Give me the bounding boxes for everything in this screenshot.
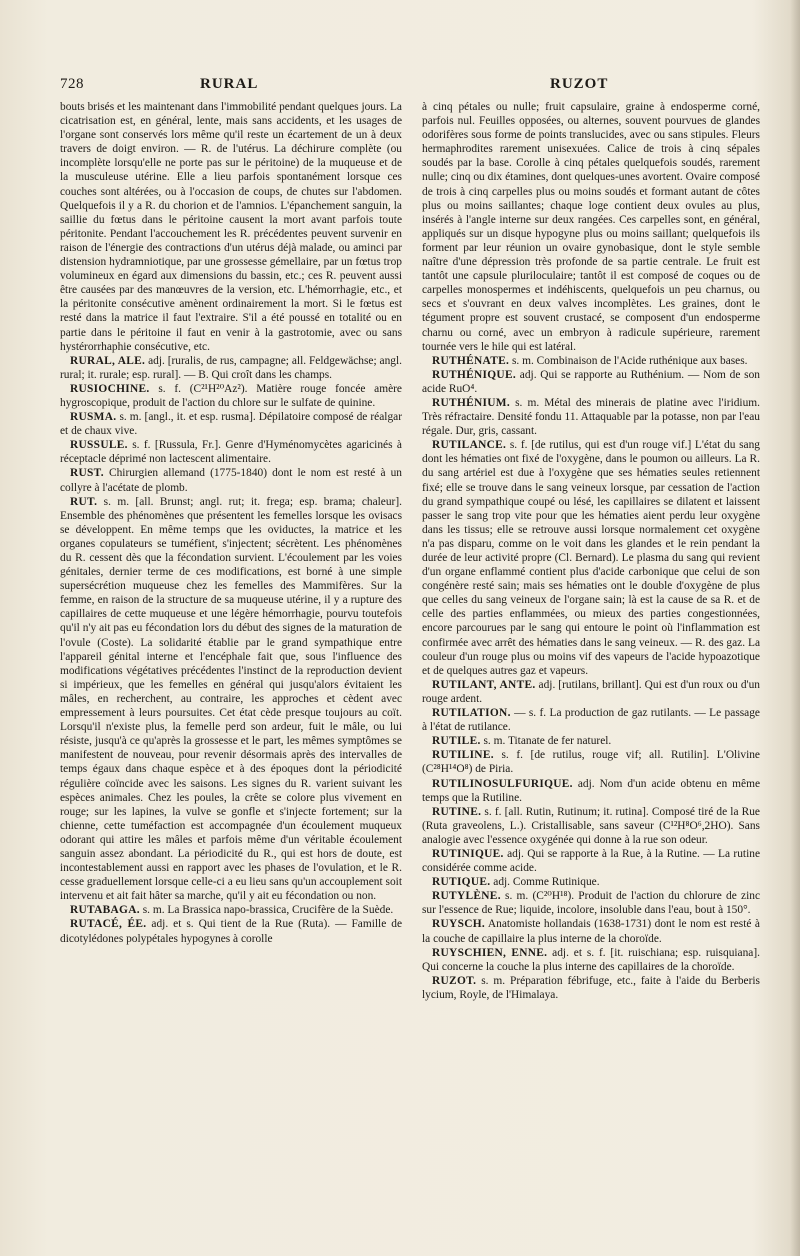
dictionary-entry (422, 354, 760, 368)
entry-text: s. m. Métal des minerais de platine avec l'iridium. Très réfractaire. Densité fondu 11. Attaquable par la potasse, non par l'eau régale. Dur, gris, cassant. (422, 396, 760, 438)
running-head-right: RUZOT (550, 76, 609, 92)
entry-text: s. m. (C²⁰H¹⁸). Produit de l'action du chlorure de zinc sur l'essence de Rue; liquide, incolore, insoluble dans l'eau, bout à 150°. (422, 890, 760, 917)
entry-headword: RUSIOCHINE. (70, 382, 150, 395)
left-column (60, 100, 402, 946)
page-gutter-shadow (790, 0, 800, 1256)
dictionary-entry (60, 354, 402, 382)
entry-text: s. m. [angl., it. et esp. rusma]. Dépilatoire composé de réalgar et de chaux vive. (60, 411, 402, 438)
entry-text: s. f. (C²¹H²⁰Az²). Matière rouge foncée amère hygroscopique, produit de l'action du chlore sur le sulfate de quinine. (60, 382, 402, 409)
dictionary-entry (422, 706, 760, 734)
right-column (422, 100, 760, 1002)
entry-headword: RUTHÉNIUM. (432, 396, 510, 409)
entry-headword: RUYSCH. (432, 918, 486, 931)
running-head-left: RURAL (200, 76, 259, 92)
entry-headword: RUTILATION. (432, 707, 511, 720)
dictionary-entry (422, 368, 760, 396)
continued-paragraph (422, 100, 760, 354)
entry-headword: RUTHÉNIQUE. (432, 368, 516, 381)
continued-paragraph (60, 100, 402, 354)
entry-headword: RUTILANCE. (432, 439, 507, 452)
page-number: 728 (60, 76, 84, 92)
entry-headword: RUST. (70, 467, 104, 480)
entry-headword: RUTILE. (432, 735, 481, 748)
entry-headword: RUTINIQUE. (432, 847, 504, 860)
dictionary-entry (422, 917, 760, 945)
entry-text: Chirurgien allemand (1775-1840) dont le nom est resté à un collyre à l'acétate de plomb. (60, 467, 402, 494)
dictionary-entry (60, 382, 402, 410)
entry-text: à cinq pétales ou nulle; fruit capsulaire, graine à endosperme corné, parfois nul. Feuilles opposées, ou alternes, souvent pourvues de glandes odorifères sous forme de points translucides, avec ou sans stipules. Fleurs hermaphrodites rarement unisexuées. Calice de trois à cinq sépales soudés par la base. Corolle à cinq pétales quelquefois soudés, rarement nulle; cinq ou dix étamines, dont quelques-unes avortent. Ovaire composé de trois à cinq carpelles plus ou moins soudés et formant autant de côtes plus ou moins saillantes; chaque loge contient deux ovules au plus, insérés à l'angle interne sur deux rangées. Ces carpelles sont, en général, appliqués sur un disque hypogyne plus ou moins saillant; quelquefois ils forment par leur réunion un ovaire gynobasique, dont le style semble naître d'une dépression très profonde de sa partie centrale. Le fruit est tantôt une capsule pluriloculaire; tantôt il est composé de coques ou de carpelles monospermes et indéhiscents, quelquefois un peu charnus, ou secs et s'ouvrant en deux valves incomplètes. Les graines, dont le tégument propre est souvent crustacé, se composent d'un endosperme charnu ou corné, avec un embryon à radicule supérieure, rarement tournée vers le hile qui est latéral. (422, 101, 760, 353)
entry-text: s. f. [de rutilus, qui est d'un rouge vif.] L'état du sang dont les hématies ont fixé de l'oxygène, dans le poumon ou ailleurs. La R. du sang artériel est due à l'oxygène que ses hématies seules retiennent fixé; elle se trouve dans le sang veineux lorsque, par cessation de l'action du grand sympathique coupé ou lésé, les capillaires se dilatent et laissent passer le sang trop vite pour que les hématies aient perdu leur oxygène dans les tissus; elle se retrouve aussi lorsque normalement cet oxygène n'a pas disparu, comme on le voit dans les glandes et le rein pendant la durée de leur activité propre (Cl. Bernard). Le plasma du sang qui revient d'un organe enflammé contient plus d'acide carbonique que celui de son congénère resté sain; mais ses hématies ont le double d'oxygène de plus que celles du sang veineux de l'organe sain; là est la cause de sa R. et de celle des parties enflammées, ou mieux des parties congestionnées, encore parcourues par le sang qui entoure le point où l'inflammation est confirmée avec arrêt des hématies dans le sang veineux. — R. des gaz. La couleur d'un rouge plus ou moins vif des vapeurs de l'acide hypoazotique et de quelques autres gaz et vapeurs. (422, 439, 760, 677)
entry-headword: RUTILINOSULFURIQUE. (432, 777, 573, 790)
entry-headword: RURAL, ALE. (70, 354, 146, 367)
dictionary-entry (422, 777, 760, 805)
entry-text: s. m. [all. Brunst; angl. rut; it. frega; esp. brama; chaleur]. Ensemble des phénomènes que présentent les femelles lorsque les ovisacs se développent. En même temps que les oviductes, la matrice et les organes copulateurs se tuméfient, s'injectent; sécrètent. Les phénomènes du R. cessent dès que la fécondation survient. L'écoulement par les voies génitales, dernier terme de ces modifications, est borné à une simple supersécrétion muqueuse chez les femelles des Mammifères. Sur la femme, en raison de la structure de sa muqueuse utérine, il y a rupture des capillaires de cette muqueuse et une légère hémorrhagie, pourvu toutefois qu'il n'y ait pas eu fécondation lors du début des signes de la maturation de l'ovule (Coste). La solidarité établie par le grand sympathique entre l'appareil génital interne et l'encéphale fait que, sous l'influence des modifications végétatives précédentes l'instinct de la reproduction devient si impérieux, que les femelles en général qui jusqu'alors évitaient les mâles, en recherchent, au contraire, les approches et cèdent avec empressement à leurs poursuites. Cet état cède presque toujours au coït. Lorsqu'il n'existe plus, la femelle perd son ardeur, fuit le mâle, ou lui résiste, jusqu'à ce qu'après la grossesse et le part, les mêmes symptômes se manifestent de nouveau, pour revenir désormais après des intervalles de temps égaux dans chaque espèce et à des époques dont la périodicité régulière coïncide avec les saisons. Les signes du R. varient suivant les espèces animales. Chez les poules, la crête se colore plus vivement en rouge; sur les lapines, la vulve se gonfle et s'injecte fortement; sur la chienne, cette tuméfaction est accompagnée d'un écoulement muqueux odorant qui attire les mâles et parfois même d'un véritable écoulement sanguin assez abondant. La périodicité du R., qui est hors de doute, est incontestablement aussi en rapport avec les phases de l'ovulation, et le R. cesse graduellement lorsque celle-ci a eu lieu sans qu'un accouplement soit intervenu et ait fait hâter sa marche, qu'il y ait eu fécondation ou non. (60, 495, 402, 903)
entry-headword: RUTABAGA. (70, 904, 140, 917)
dictionary-entry (422, 438, 760, 678)
entry-headword: RUZOT. (432, 974, 477, 987)
entry-text: s. f. [Russula, Fr.]. Genre d'Hyménomycètes agaricinés à réceptacle déprimé non lactescent alimentaire. (60, 439, 402, 466)
entry-headword: RUTIQUE. (432, 876, 491, 889)
entry-text: adj. Comme Rutinique. (490, 876, 600, 889)
entry-headword: RUTHÉNATE. (432, 354, 510, 367)
dictionary-entry (422, 889, 760, 917)
entry-headword: RUTILANT, ANTE. (432, 678, 536, 691)
dictionary-entry (60, 438, 402, 466)
entry-text: s. m. Titanate de fer naturel. (480, 735, 612, 748)
entry-text: — s. f. La production de gaz rutilants. — Le passage à l'état de rutilance. (422, 707, 760, 734)
entry-text: Anatomiste hollandais (1638-1731) dont le nom est resté à la couche de capillaire la plus interne de la choroïde. (422, 918, 760, 945)
entry-text: adj. et s. f. [it. ruischiana; esp. ruisquiana]. Qui concerne la couche la plus interne des capillaires de la choroïde. (422, 946, 760, 973)
entry-text: bouts brisés et les maintenant dans l'immobilité pendant quelques jours. La cicatrisation est, en général, lente, mais sans accidents, et les usages de l'organe sont conservés lors même qu'il reste un écartement de un à deux travers de doigt environ. — R. de l'utérus. La déchirure complète (ou incomplète lorsqu'elle ne porte pas sur le péritoine) de la muqueuse et de la musculeuse utérine. Elle a lieu parfois spontanément lorsque ces couches sont altérées, ou à l'occasion de coups, de chutes sur l'abdomen. Quelquefois il y a R. du chorion et de l'amnios. L'épanchement sanguin, la saillie du fœtus dans le péritoine causent la mort avant parfois toute péritonite. Pendant l'accouchement les R. précédentes peuvent survenir en raison de l'énergie des contractions d'un utérus déjà malade, ou aminci par distension hydramniotique, par une grossesse gémellaire, par un fœtus trop volumineux en égard aux dimensions du bassin, etc.; ces R. peuvent aussi être causées par des manœuvres de la version, etc. L'hémorrhagie, etc., et la péritonite consécutive amènent ordinairement la mort. Si le fœtus est resté dans la matrice il faut l'extraire. S'il a été poussé en totalité ou en partie dans le péritoine il faut en venir à la gastrotomie, avec ou sans hystérorrhaphie consécutive, etc. (60, 101, 402, 353)
dictionary-entry (60, 410, 402, 438)
dictionary-entry (422, 946, 760, 974)
dictionary-entry (422, 748, 760, 776)
entry-headword: RUSSULE. (70, 439, 128, 452)
entry-text: s. m. Combinaison de l'Acide ruthénique aux bases. (509, 354, 748, 367)
entry-headword: RUSMA. (70, 411, 117, 424)
entry-text: adj. Qui se rapporte à la Rue, à la Rutine. — La rutine considérée comme acide. (422, 847, 760, 875)
entry-headword: RUTYLÈNE. (432, 890, 501, 903)
dictionary-entry (422, 805, 760, 847)
entry-text: s. m. Préparation fébrifuge, etc., faite à l'aide du Berberis lycium, Royle, de l'Himalaya. (422, 974, 760, 1001)
entry-text: adj. Nom d'un acide obtenu en même temps que la Rutiline. (422, 777, 760, 804)
entry-text: s. f. [de rutilus, rouge vif; all. Rutilin]. L'Olivine (C²⁸H¹⁴O⁸) de Piria. (422, 749, 760, 776)
dictionary-entry (422, 396, 760, 438)
dictionary-entry (422, 875, 760, 889)
dictionary-entry (60, 917, 402, 945)
entry-text: adj. [rutilans, brillant]. Qui est d'un roux ou d'un rouge ardent. (422, 678, 761, 705)
entry-headword: RUTILINE. (432, 749, 494, 762)
entry-headword: RUT. (70, 495, 98, 508)
dictionary-entry (422, 734, 760, 748)
dictionary-entry (60, 466, 402, 494)
entry-text: adj. et s. Qui tient de la Rue (Ruta). — Famille de dicotylédones polypétales hypogynes à corolle (60, 918, 403, 945)
entry-headword: RUYSCHIEN, ENNE. (432, 946, 548, 959)
dictionary-entry (422, 974, 760, 1002)
entry-headword: RUTACÉ, ÉE. (70, 918, 147, 931)
dictionary-entry (60, 903, 402, 917)
entry-text: adj. [ruralis, de rus, campagne; all. Feldgewächse; angl. rural; it. rurale; esp. rural]. — B. Qui croît dans les champs. (60, 354, 402, 381)
page-header (60, 76, 760, 98)
entry-text: s. f. [all. Rutin, Rutinum; it. rutina]. Composé tiré de la Rue (Ruta graveolens, L.). Cristallisable, sans saveur (C¹²H⁸O⁶,2HO). Sans analogie avec l'essence oxygénée qui donne à la rue son odeur. (422, 805, 760, 846)
dictionary-entry (422, 678, 760, 706)
dictionary-entry (60, 495, 402, 904)
entry-headword: RUTINE. (432, 805, 482, 818)
dictionary-entry (422, 847, 760, 875)
entry-text: s. m. La Brassica napo-brassica, Crucifère de la Suède. (139, 904, 394, 917)
entry-text: adj. Qui se rapporte au Ruthénium. — Nom de son acide RuO⁴. (422, 368, 760, 395)
